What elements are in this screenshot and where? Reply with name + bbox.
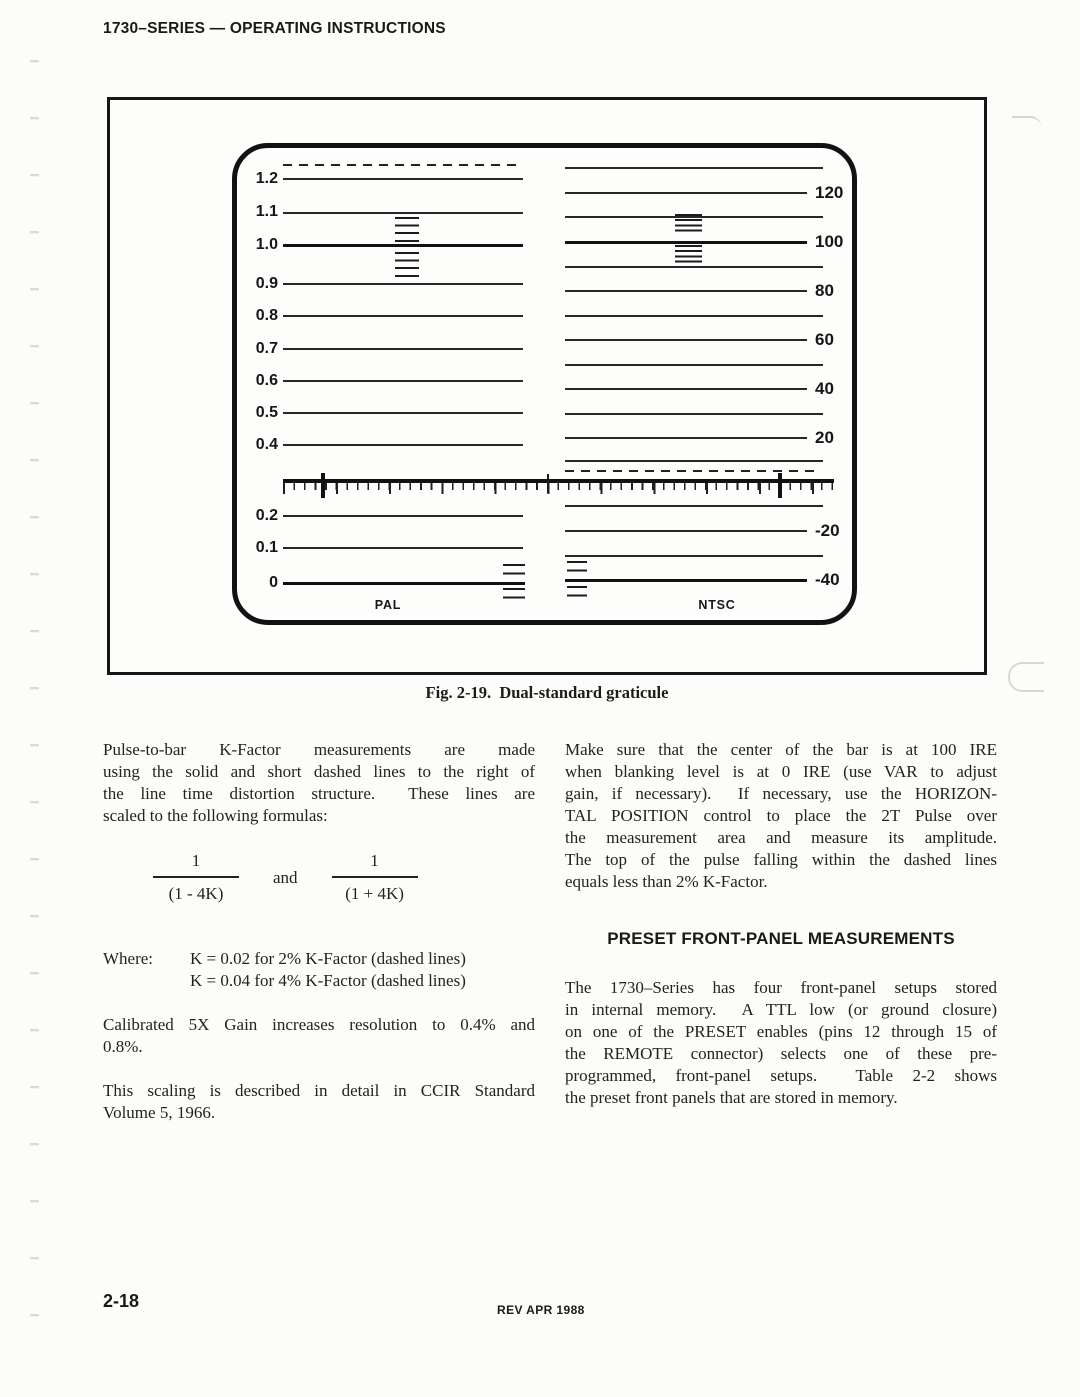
section-heading: PRESET FRONT-PANEL MEASUREMENTS <box>607 929 955 948</box>
pal-scale-label: 0.9 <box>255 275 278 292</box>
scan-artifact <box>30 60 39 1352</box>
graticule-line <box>283 380 523 382</box>
figure-frame <box>107 97 987 675</box>
graticule-line <box>565 413 823 415</box>
formula-fraction <box>332 851 418 904</box>
pal-scale-label: 0.2 <box>255 507 278 524</box>
pal-scale-label: 0.6 <box>255 372 278 389</box>
fraction-denominator: (1 - 4K) <box>153 876 239 904</box>
pal-scale-label: 0.1 <box>255 539 278 556</box>
figure-caption: Fig. 2-19. Dual-standard graticule <box>425 683 669 702</box>
fraction-denominator: (1 + 4K) <box>332 876 418 904</box>
page-header: 1730–SERIES — OPERATING INSTRUCTIONS <box>103 20 446 37</box>
graticule-line <box>565 437 807 439</box>
graticule-line <box>565 555 823 557</box>
pal-scale-label: 0 <box>269 574 278 591</box>
graticule-line <box>283 412 523 414</box>
graticule-line <box>565 505 823 507</box>
ntsc-standard-caption: NTSC <box>698 598 736 612</box>
k-factor-dash-ladder <box>395 217 419 243</box>
graticule-line <box>565 388 807 390</box>
right-column <box>565 739 997 1109</box>
graticule-line <box>565 192 807 194</box>
ntsc-scale-label: 20 <box>815 428 834 447</box>
paragraph: Pulse-to-bar K-Factor measurements are made using the solid and short dashed lines to the right of the line time distortion structure. These lines are scaled to the following formulas: <box>103 740 535 825</box>
graticule-line <box>565 339 807 341</box>
pal-scale-label: 0.8 <box>255 307 278 324</box>
horizontal-ruler <box>283 479 834 501</box>
fraction-numerator: 1 <box>370 851 379 870</box>
pal-scale-label: 0.4 <box>255 436 278 453</box>
graticule-line <box>283 515 523 517</box>
ntsc-scale-label: 40 <box>815 379 834 398</box>
k-factor-dash-ladder <box>395 252 419 278</box>
graticule-dashed-line <box>283 164 523 166</box>
ntsc-scale-label: -20 <box>815 521 840 540</box>
graticule-line <box>283 444 523 446</box>
graticule-line <box>283 283 523 285</box>
graticule-bezel <box>232 143 857 625</box>
paragraph: Calibrated 5X Gain increases resolution to 0.4% and 0.8%. <box>103 1015 535 1056</box>
pal-scale-label: 0.7 <box>255 340 278 357</box>
k-factor-dash-ladder <box>567 586 587 598</box>
ruler-tall-ticks <box>283 483 834 494</box>
graticule-line <box>283 547 523 549</box>
graticule-line <box>565 530 807 532</box>
scan-artifact <box>1008 662 1044 692</box>
graticule-dashed-line <box>565 470 819 472</box>
where-definitions: K = 0.02 for 2% K-Factor (dashed lines) K = 0.04 for 4% K-Factor (dashed lines) <box>190 949 466 990</box>
ruler-major-tick <box>778 473 782 498</box>
ruler-center-tick <box>547 474 549 493</box>
formula-conjunction: and <box>273 867 298 887</box>
k-factor-dash-ladder <box>675 214 702 233</box>
ntsc-scale-label: 80 <box>815 281 834 300</box>
k-factor-dash-ladder <box>503 588 525 600</box>
ruler-major-tick <box>321 473 325 498</box>
where-definition-block <box>103 948 535 992</box>
graticule-line <box>565 315 823 317</box>
graticule-line <box>283 348 523 350</box>
paragraph: The 1730–Series has four front-panel setups stored in internal memory. A TTL low (or ground closure) on one of the PRESET enables (pins 12 through 15 of the REMOTE connector) selects one of these pre- programmed, front-panel setups. Table 2-2 shows the preset front panels that are stored in memory. <box>565 978 997 1107</box>
graticule-line-reference <box>565 579 807 582</box>
k-factor-dash-ladder <box>675 245 702 264</box>
paragraph: This scaling is described in detail in CCIR Standard Volume 5, 1966. <box>103 1081 535 1122</box>
revision-note: REV APR 1988 <box>497 1303 585 1317</box>
pal-standard-caption: PAL <box>374 598 402 612</box>
graticule-line <box>283 212 523 214</box>
graticule-line <box>565 290 807 292</box>
graticule-line <box>283 315 523 317</box>
graticule-line <box>565 364 823 366</box>
ntsc-scale-label: -40 <box>815 570 840 589</box>
fraction-numerator: 1 <box>191 851 201 870</box>
k-factor-dash-ladder <box>503 564 525 576</box>
graticule-line <box>565 266 823 268</box>
graticule-line <box>565 460 823 462</box>
graticule-line-reference <box>283 582 525 585</box>
pal-scale-label: 1.2 <box>255 170 278 187</box>
formula-fraction <box>153 851 239 904</box>
paragraph: Make sure that the center of the bar is at 100 IRE when blanking level is at 0 IRE (use VAR to adjust gain, if necessary). If necessary, use the HORIZON- TAL POSITION control to place the 2T Pulse over the measurement area and measure its amplitude. The top of the pulse falling within the dashed lines equals less than 2% K-Factor. <box>565 740 997 891</box>
graticule-line-reference <box>565 241 807 244</box>
scan-artifact <box>1012 116 1042 132</box>
page-number: 2-18 <box>103 1291 140 1311</box>
k-factor-formulas <box>153 851 535 904</box>
graticule-line <box>283 178 523 180</box>
left-column <box>103 739 535 1124</box>
ntsc-scale-label: 100 <box>815 232 844 251</box>
pal-scale-label: 1.1 <box>255 203 278 220</box>
pal-scale-label: 1.0 <box>255 236 278 253</box>
ntsc-scale-label: 120 <box>815 183 844 202</box>
pal-scale-label: 0.5 <box>255 404 278 421</box>
where-label: Where: <box>103 949 154 968</box>
k-factor-dash-ladder <box>567 561 587 573</box>
graticule-line-reference <box>283 244 523 247</box>
ntsc-scale-label: 60 <box>815 330 834 349</box>
graticule-line <box>565 167 823 169</box>
